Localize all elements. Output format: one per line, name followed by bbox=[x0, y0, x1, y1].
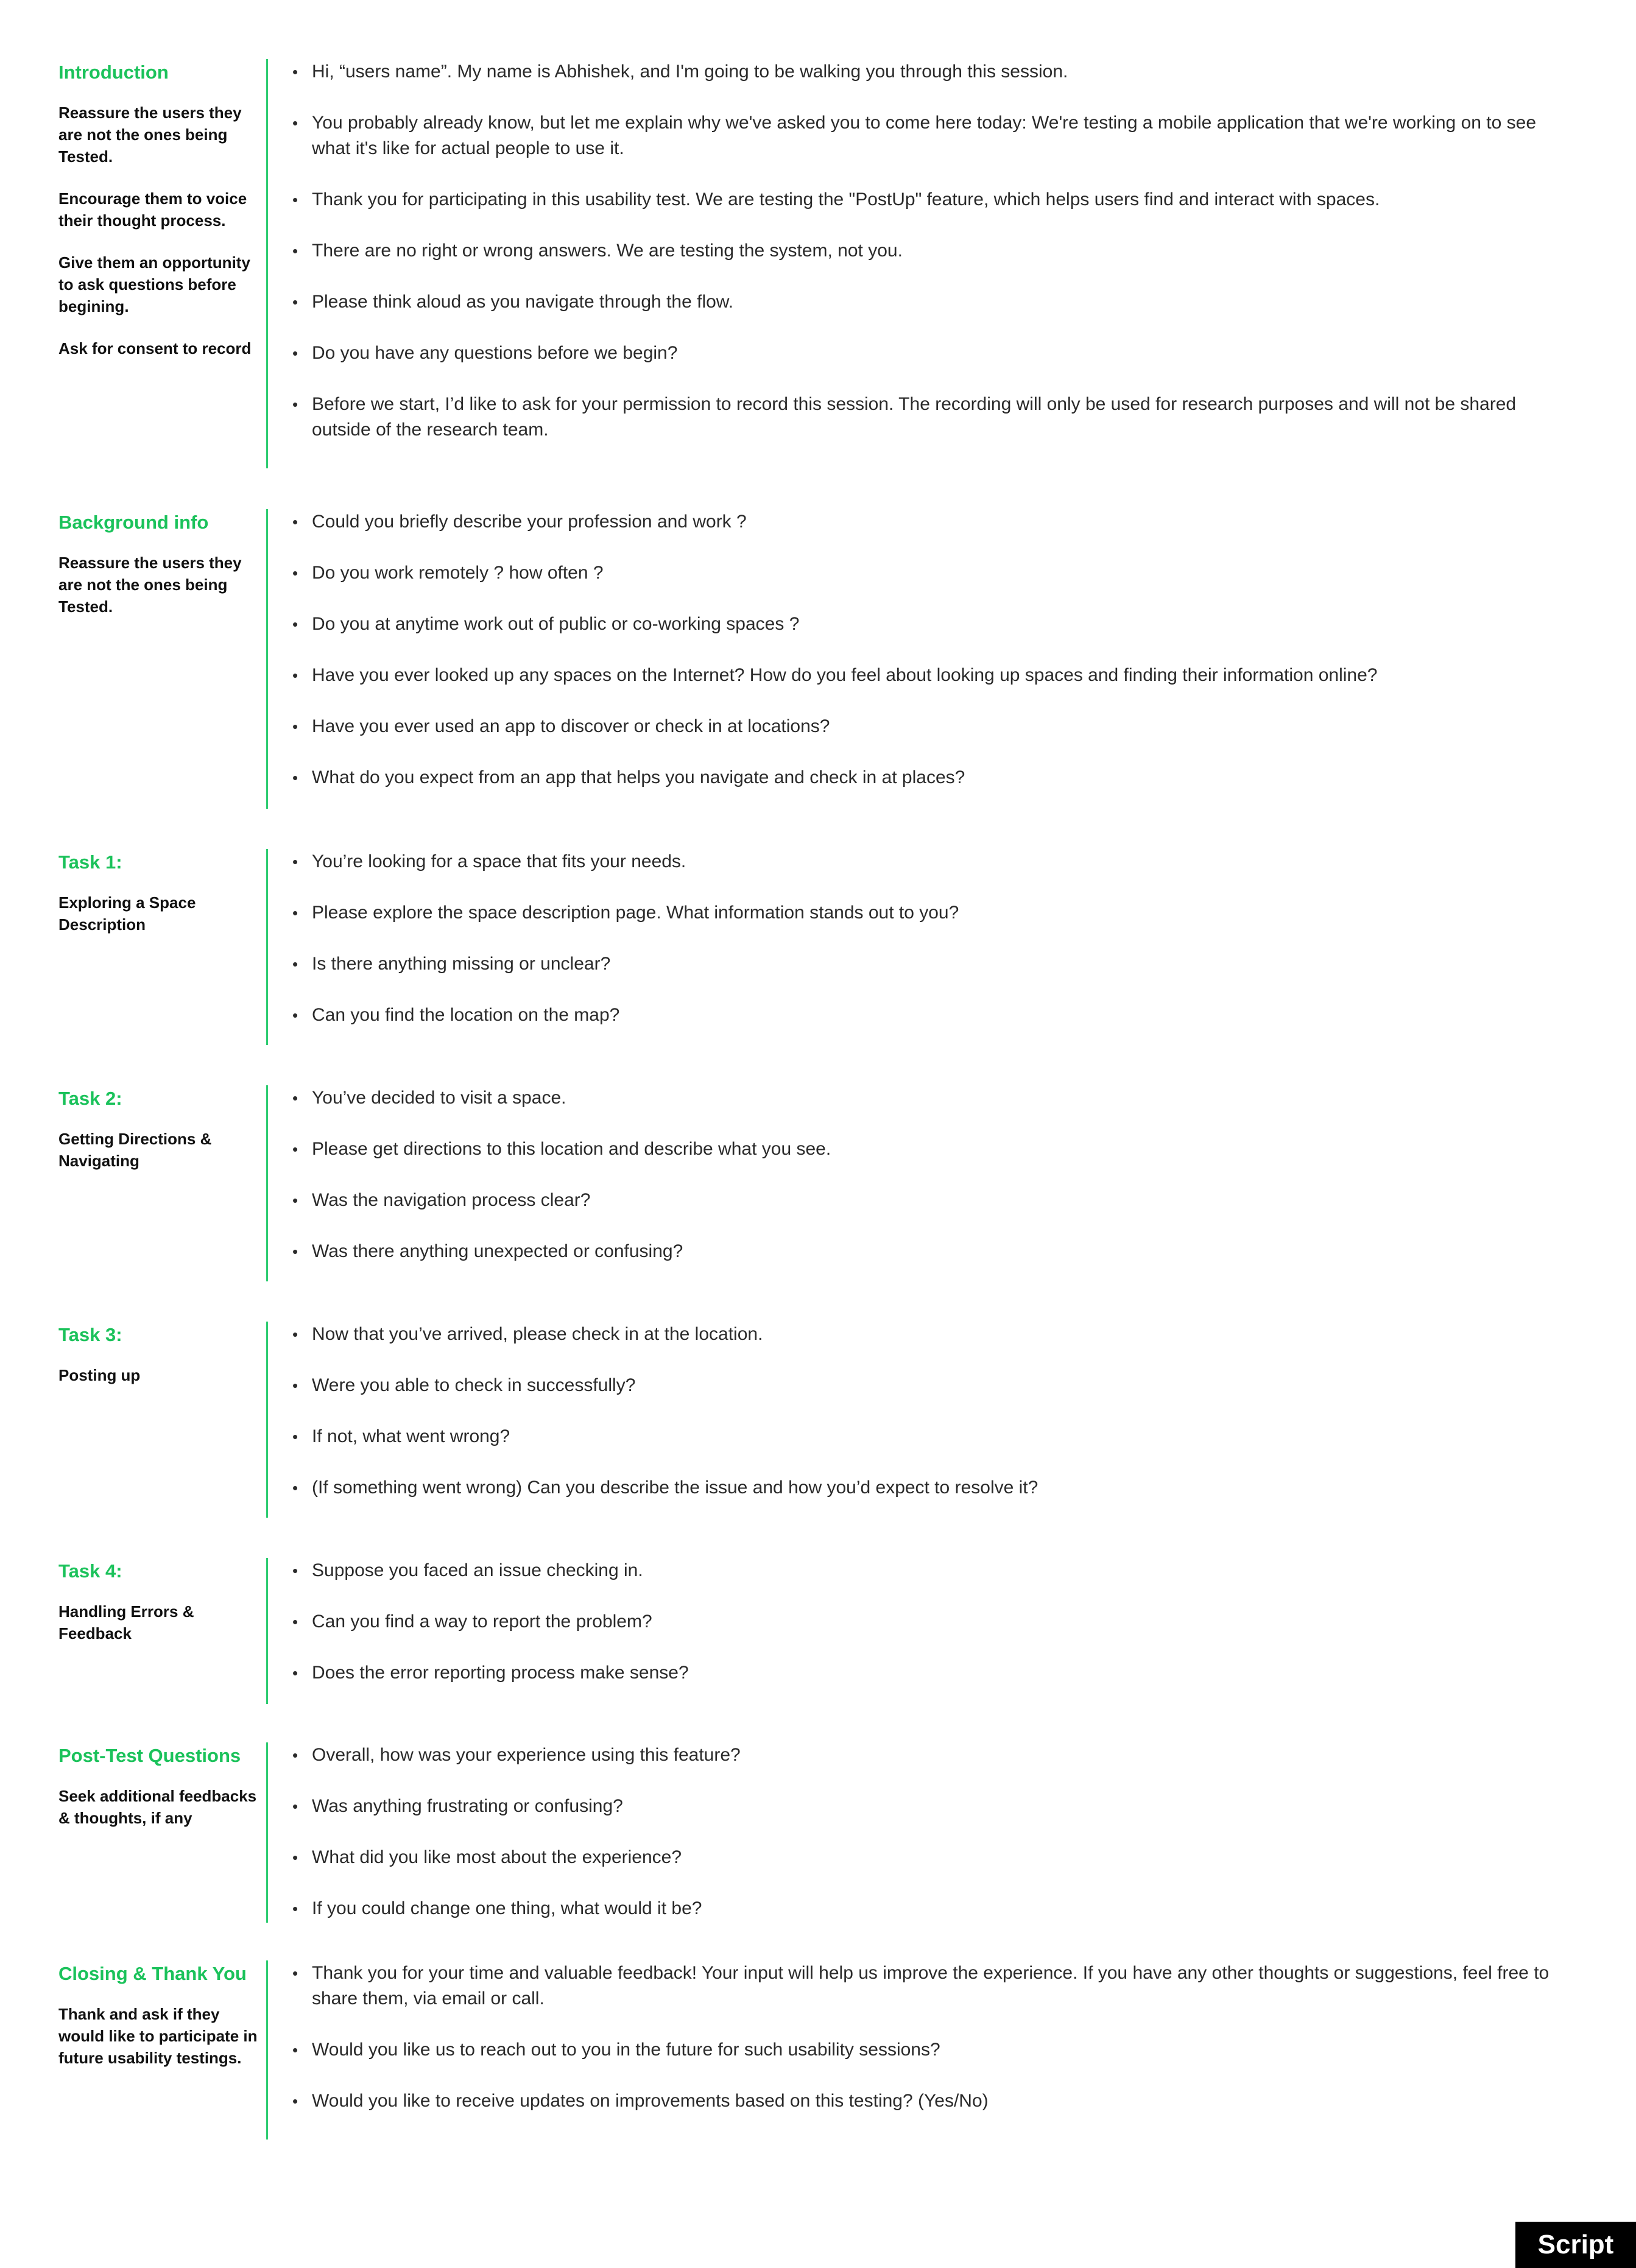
bullet: • bbox=[292, 615, 298, 633]
question-item bbox=[292, 1742, 1578, 1768]
section-title: Post-Test Questions bbox=[58, 1745, 241, 1766]
question-text: If not, what went wrong? bbox=[312, 1426, 510, 1446]
bullet: • bbox=[292, 1089, 298, 1107]
bullet: • bbox=[292, 1325, 298, 1344]
bullet: • bbox=[292, 2041, 298, 2059]
section-note: Reassure the users they are not the ones being Tested. bbox=[58, 104, 242, 166]
question-item bbox=[292, 1424, 1578, 1449]
bullet: • bbox=[292, 1006, 298, 1024]
section-note: Getting Directions & Navigating bbox=[58, 1130, 212, 1170]
question-text: Was there anything unexpected or confusing? bbox=[312, 1241, 683, 1261]
bullet: • bbox=[292, 1428, 298, 1446]
section-sidebar bbox=[58, 1322, 259, 1406]
section-divider bbox=[266, 1558, 268, 1704]
question-text: Was anything frustrating or confusing? bbox=[312, 1796, 623, 1816]
section-divider bbox=[266, 1322, 268, 1518]
question-item bbox=[292, 1475, 1578, 1501]
bullet: • bbox=[292, 114, 298, 132]
question-item bbox=[292, 1845, 1578, 1870]
question-item bbox=[292, 1960, 1578, 2012]
bullet: • bbox=[292, 955, 298, 973]
question-text: Were you able to check in successfully? bbox=[312, 1375, 636, 1395]
bullet: • bbox=[292, 1664, 298, 1682]
question-list bbox=[292, 509, 1578, 816]
bullet: • bbox=[292, 293, 298, 311]
section-title: Task 3: bbox=[58, 1324, 122, 1345]
question-text: Overall, how was your experience using this feature? bbox=[312, 1745, 741, 1765]
script-badge: Script bbox=[1515, 2222, 1636, 2268]
section-sidebar bbox=[58, 1558, 259, 1664]
question-item bbox=[292, 1558, 1578, 1583]
question-text: Do you at anytime work out of public or co-working spaces ? bbox=[312, 614, 800, 634]
question-item bbox=[292, 663, 1578, 688]
question-text: Before we start, I’d like to ask for your permission to record this session. The recording will only be used for research purposes and will not be shared outside of the research team. bbox=[312, 394, 1517, 440]
bullet: • bbox=[292, 853, 298, 871]
question-text: Please explore the space description page. What information stands out to you? bbox=[312, 903, 959, 923]
section-note: Exploring a Space Description bbox=[58, 893, 196, 934]
bullet: • bbox=[292, 717, 298, 736]
question-item bbox=[292, 1188, 1578, 1213]
section-divider bbox=[266, 1742, 268, 1923]
question-text: You’ve decided to visit a space. bbox=[312, 1088, 566, 1108]
question-item bbox=[292, 509, 1578, 535]
question-list bbox=[292, 849, 1578, 1054]
question-text: If you could change one thing, what would it be? bbox=[312, 1898, 702, 1918]
section-divider bbox=[266, 1960, 268, 2139]
question-list bbox=[292, 1322, 1578, 1526]
question-item bbox=[292, 765, 1578, 791]
question-item bbox=[292, 951, 1578, 977]
question-item bbox=[292, 1239, 1578, 1264]
bullet: • bbox=[292, 1797, 298, 1815]
question-text: Please think aloud as you navigate through the flow. bbox=[312, 292, 734, 312]
question-text: You probably already know, but let me explain why we've asked you to come here today: We're testing a mobile application that we're working on to see what it's like for actual people to use it. bbox=[312, 113, 1536, 158]
question-item bbox=[292, 1609, 1578, 1635]
question-item bbox=[292, 1660, 1578, 1686]
section-divider bbox=[266, 509, 268, 809]
question-text: Hi, “users name”. My name is Abhishek, and I'm going to be walking you through this session. bbox=[312, 62, 1068, 82]
question-text: Suppose you faced an issue checking in. bbox=[312, 1560, 643, 1580]
question-text: Now that you’ve arrived, please check in at the location. bbox=[312, 1324, 763, 1344]
question-text: (If something went wrong) Can you describe the issue and how you’d expect to resolve it? bbox=[312, 1477, 1038, 1498]
question-item bbox=[292, 1794, 1578, 1819]
bullet: • bbox=[292, 904, 298, 922]
bullet: • bbox=[292, 1140, 298, 1158]
question-item bbox=[292, 560, 1578, 586]
question-list bbox=[292, 59, 1578, 468]
bullet: • bbox=[292, 1191, 298, 1210]
question-text: Thank you for your time and valuable feedback! Your input will help us improve the experience. If you have any other thoughts or suggestions, feel free to share them, via email or call. bbox=[312, 1963, 1550, 2009]
bullet: • bbox=[292, 666, 298, 685]
bullet: • bbox=[292, 1900, 298, 1918]
section-sidebar bbox=[58, 1742, 259, 1849]
section-note: Handling Errors & Feedback bbox=[58, 1602, 194, 1643]
question-item bbox=[292, 187, 1578, 213]
section-note: Give them an opportunity to ask questions before begining. bbox=[58, 253, 250, 315]
bullet: • bbox=[292, 513, 298, 531]
section-title: Introduction bbox=[58, 62, 169, 83]
question-text: There are no right or wrong answers. We are testing the system, not you. bbox=[312, 241, 903, 261]
bullet: • bbox=[292, 2092, 298, 2110]
section-note: Seek additional feedbacks & thoughts, if any bbox=[58, 1787, 257, 1827]
question-list bbox=[292, 1085, 1578, 1290]
bullet: • bbox=[292, 769, 298, 787]
question-item bbox=[292, 849, 1578, 875]
bullet: • bbox=[292, 1562, 298, 1580]
bullet: • bbox=[292, 1848, 298, 1867]
question-item bbox=[292, 110, 1578, 161]
question-text: Please get directions to this location and describe what you see. bbox=[312, 1139, 831, 1159]
question-text: Thank you for participating in this usability test. We are testing the "PostUp" feature, which helps users find and interact with spaces. bbox=[312, 189, 1380, 210]
section-note: Thank and ask if they would like to participate in future usability testings. bbox=[58, 2005, 258, 2067]
bullet: • bbox=[292, 242, 298, 260]
section-note: Ask for consent to record bbox=[58, 339, 252, 357]
question-item bbox=[292, 611, 1578, 637]
bullet: • bbox=[292, 1964, 298, 1982]
question-item bbox=[292, 1136, 1578, 1162]
question-list bbox=[292, 1960, 1578, 2139]
section-title: Task 2: bbox=[58, 1088, 122, 1109]
bullet: • bbox=[292, 564, 298, 582]
bullet: • bbox=[292, 1613, 298, 1631]
question-text: Would you like to receive updates on improvements based on this testing? (Yes/No) bbox=[312, 2091, 989, 2111]
question-text: You’re looking for a space that fits your needs. bbox=[312, 851, 686, 872]
section-note: Reassure the users they are not the ones being Tested. bbox=[58, 554, 242, 616]
question-item bbox=[292, 2088, 1578, 2114]
question-item bbox=[292, 238, 1578, 264]
bullet: • bbox=[292, 395, 298, 414]
question-text: What did you like most about the experience? bbox=[312, 1847, 682, 1867]
question-item bbox=[292, 2037, 1578, 2063]
question-list bbox=[292, 1558, 1578, 1711]
question-text: Can you find the location on the map? bbox=[312, 1005, 620, 1025]
question-item bbox=[292, 1322, 1578, 1347]
section-note: Encourage them to voice their thought process. bbox=[58, 189, 247, 230]
section-sidebar bbox=[58, 509, 259, 638]
section-divider bbox=[266, 59, 268, 468]
bullet: • bbox=[292, 344, 298, 362]
question-text: Have you ever used an app to discover or check in at locations? bbox=[312, 716, 830, 736]
question-text: Is there anything missing or unclear? bbox=[312, 954, 611, 974]
section-title: Task 4: bbox=[58, 1560, 122, 1582]
question-text: Do you work remotely ? how often ? bbox=[312, 563, 604, 583]
section-title: Closing & Thank You bbox=[58, 1963, 247, 1984]
bullet: • bbox=[292, 1242, 298, 1261]
section-sidebar bbox=[58, 849, 259, 956]
question-list bbox=[292, 1742, 1578, 1947]
section-divider bbox=[266, 849, 268, 1045]
section-sidebar bbox=[58, 1085, 259, 1192]
question-item bbox=[292, 1896, 1578, 1921]
bullet: • bbox=[292, 191, 298, 209]
section-sidebar bbox=[58, 59, 259, 379]
section-title: Task 1: bbox=[58, 851, 122, 873]
bullet: • bbox=[292, 1746, 298, 1764]
question-item bbox=[292, 900, 1578, 926]
question-item bbox=[292, 714, 1578, 739]
bullet: • bbox=[292, 1479, 298, 1497]
question-text: Would you like us to reach out to you in the future for such usability sessions? bbox=[312, 2040, 940, 2060]
question-item bbox=[292, 1085, 1578, 1111]
bullet: • bbox=[292, 1376, 298, 1395]
section-note: Posting up bbox=[58, 1366, 141, 1384]
section-divider bbox=[266, 1085, 268, 1281]
question-item bbox=[292, 59, 1578, 85]
question-text: Do you have any questions before we begin? bbox=[312, 343, 678, 363]
question-text: Does the error reporting process make sense? bbox=[312, 1663, 689, 1683]
question-item bbox=[292, 1002, 1578, 1028]
bullet: • bbox=[292, 63, 298, 81]
question-text: Was the navigation process clear? bbox=[312, 1190, 591, 1210]
question-text: Can you find a way to report the problem? bbox=[312, 1611, 652, 1632]
section-title: Background info bbox=[58, 512, 209, 533]
question-item bbox=[292, 1373, 1578, 1398]
question-text: Could you briefly describe your profession and work ? bbox=[312, 512, 747, 532]
question-text: Have you ever looked up any spaces on the Internet? How do you feel about looking up spaces and finding their information online? bbox=[312, 665, 1378, 685]
question-item bbox=[292, 340, 1578, 366]
question-item bbox=[292, 289, 1578, 315]
question-item bbox=[292, 392, 1578, 443]
question-text: What do you expect from an app that helps you navigate and check in at places? bbox=[312, 767, 965, 787]
section-sidebar bbox=[58, 1960, 259, 2089]
